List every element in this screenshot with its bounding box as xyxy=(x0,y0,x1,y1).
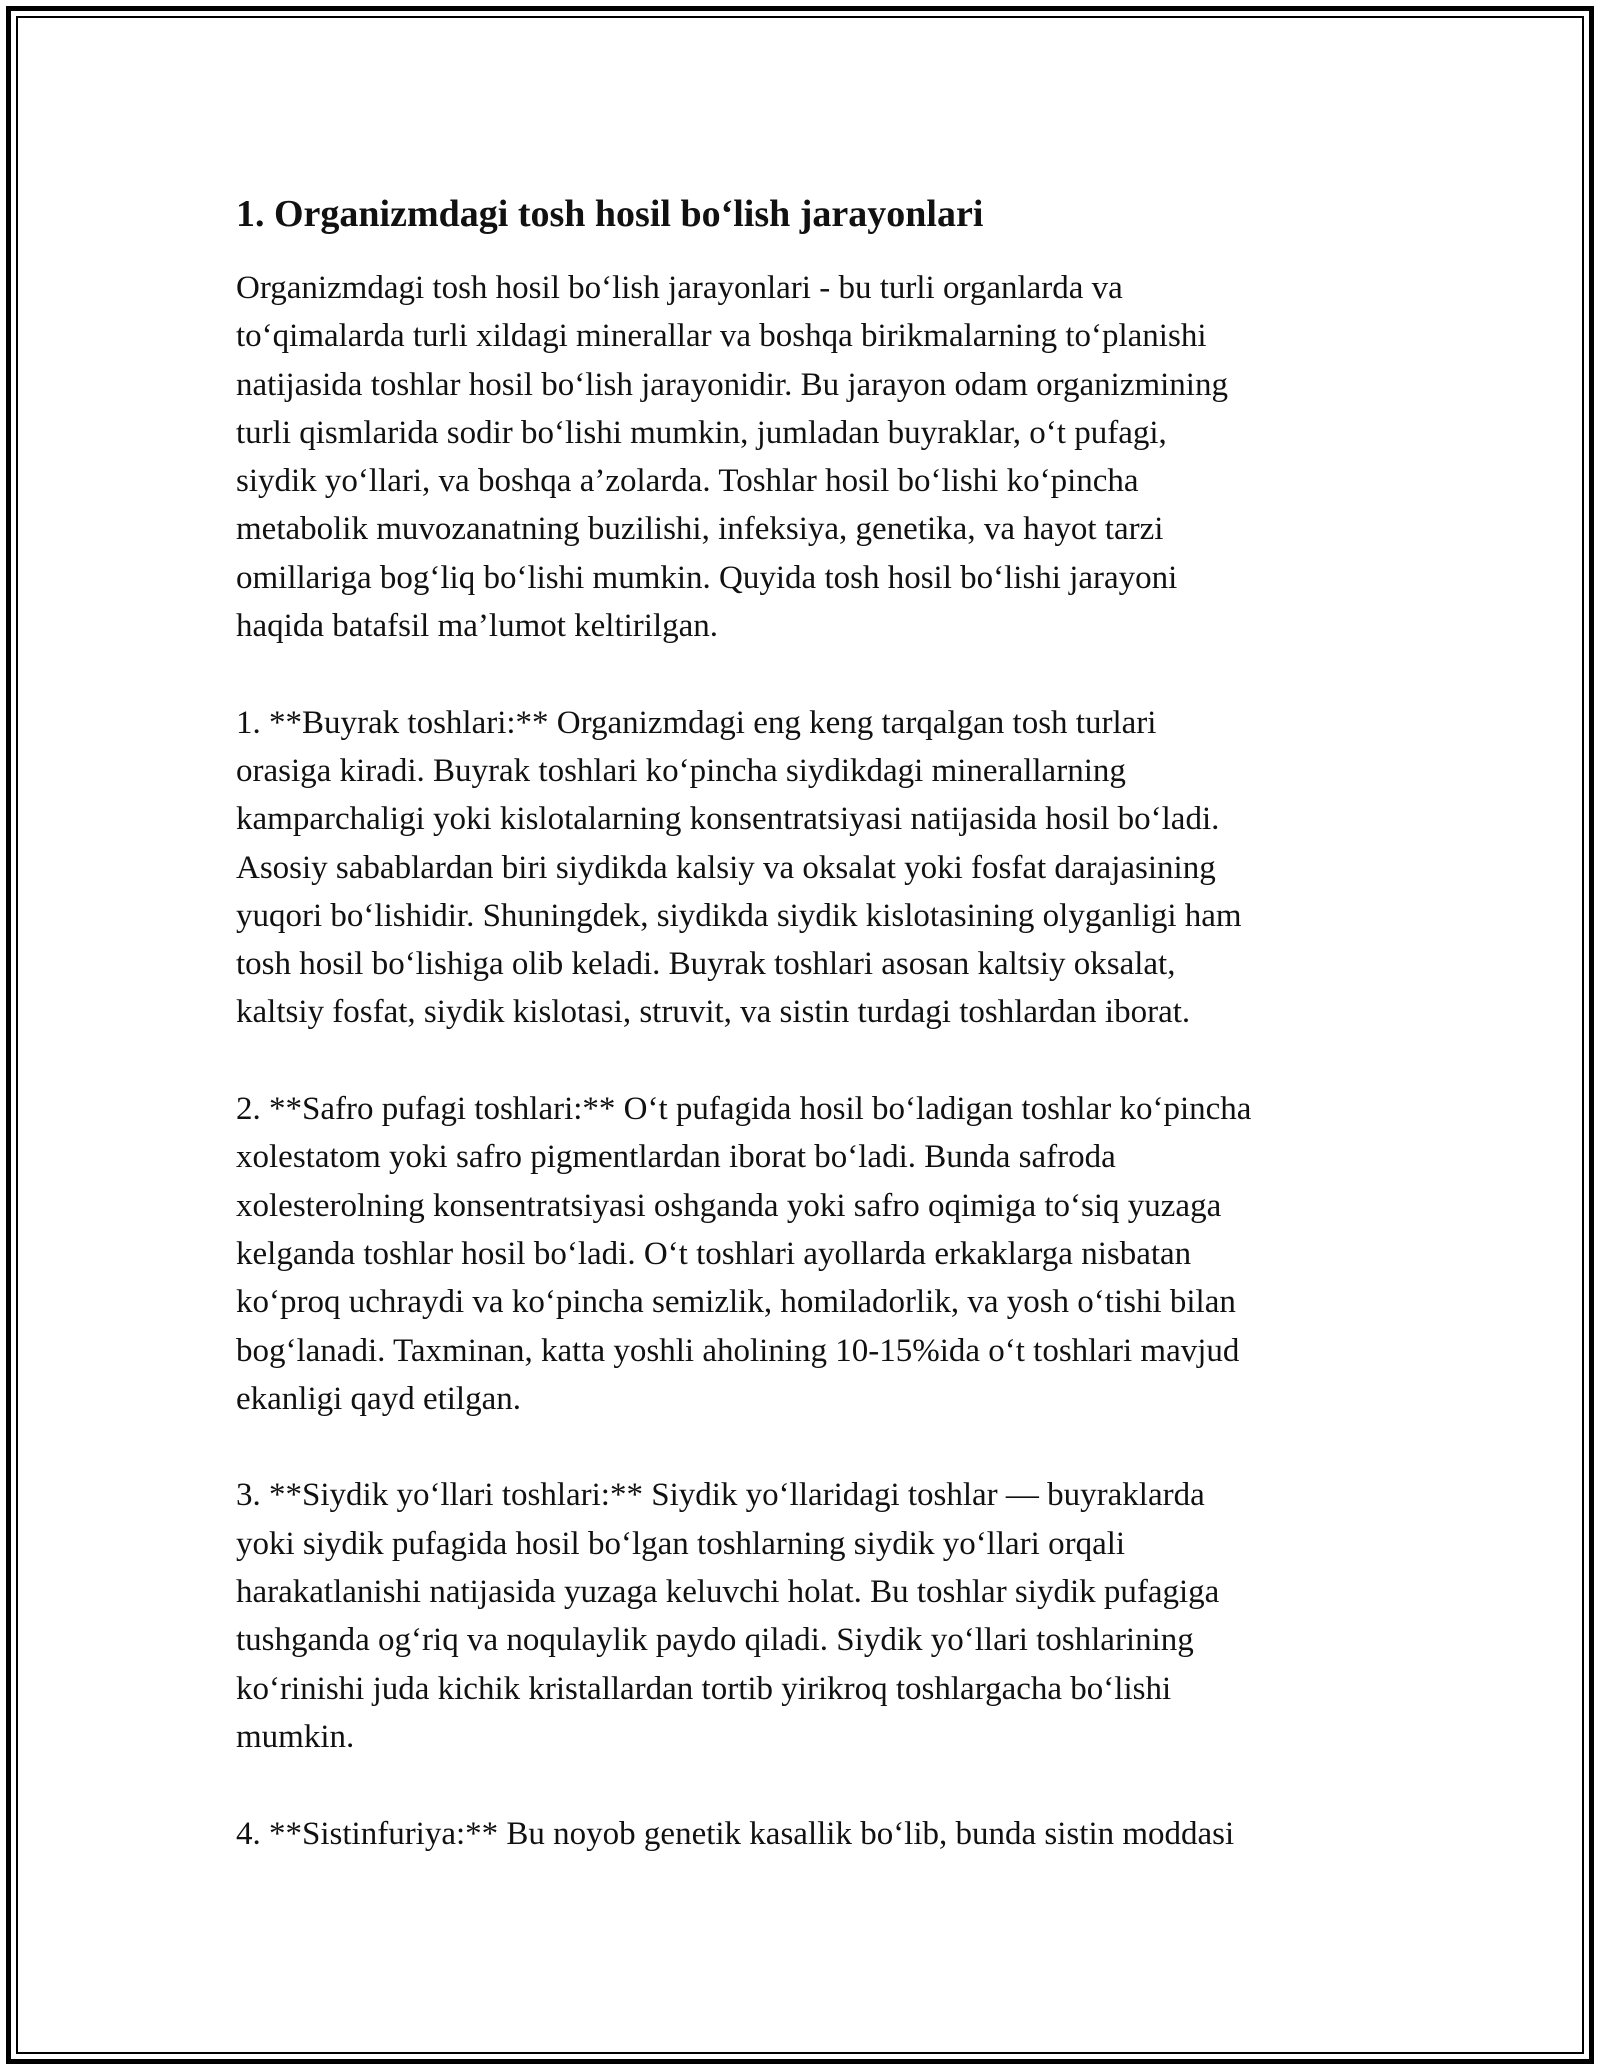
cystinuria-paragraph: 4. **Sistinfuriya:** Bu noyob genetik kasallik bo‘lib, bunda sistin moddasi xyxy=(236,1815,1235,1852)
document-title: 1. Organizmdagi tosh hosil bo‘lish jarayonlari xyxy=(236,193,984,235)
kidney-stones-paragraph: 1. **Buyrak toshlari:** Organizmdagi eng keng tarqalgan tosh turlari orasiga kiradi. Buyrak toshlari ko‘pincha siydikdagi minerallarning kamparchaligi yoki kislotalarning konsentratsiyasi natijasida hosil bo‘ladi. Asosiy sabablardan biri siydikda kalsiy va oksalat yoki fosfat darajasining yuqori bo‘lishidir. Shuningdek, siydikda siydik kislotasining olyganligi ham tosh hosil bo‘lishiga olib keladi. Buyrak toshlari asosan kaltsiy oksalat, kaltsiy fosfat, siydik kislotasi, struvit, va sistin turdagi toshlardan iborat. xyxy=(236,704,1242,1031)
paragraph-spacer xyxy=(236,1423,1386,1471)
paragraph-spacer xyxy=(236,1037,1386,1085)
paragraph-spacer xyxy=(236,1761,1386,1809)
document-body xyxy=(236,186,1386,1858)
intro-paragraph: Organizmdagi tosh hosil bo‘lish jarayonlari - bu turli organlarda va to‘qimalarda turli xildagi minerallar va boshqa birikmalarning to‘planishi natijasida toshlar hosil bo‘lish jarayonidir. Bu jarayon odam organizmining turli qismlarida sodir bo‘lishi mumkin, jumladan buyraklar, o‘t pufagi, siydik yo‘llari, va boshqa a’zolarda. Toshlar hosil bo‘lishi ko‘pincha metabolik muvozanatning buzilishi, infeksiya, genetika, va hayot tarzi omillariga bog‘liq bo‘lishi mumkin. Quyida tosh hosil bo‘lishi jarayoni haqida batafsil ma’lumot keltirilgan. xyxy=(236,270,1228,645)
paragraph-spacer xyxy=(236,650,1386,698)
urinary-tract-stones-paragraph: 3. **Siydik yo‘llari toshlari:** Siydik yo‘llaridagi toshlar — buyraklarda yoki siydik pufagida hosil bo‘lgan toshlarning siydik yo‘llari orqali harakatlanishi natijasida yuzaga keluvchi holat. Bu toshlar siydik pufagiga tushganda og‘riq va noqulaylik paydo qiladi. Siydik yo‘llari toshlarining ko‘rinishi juda kichik kristallardan tortib yirikroq toshlargacha bo‘lishi mumkin. xyxy=(236,1477,1220,1755)
gallbladder-stones-paragraph: 2. **Safro pufagi toshlari:** O‘t pufagida hosil bo‘ladigan toshlar ko‘pincha xolestatom yoki safro pigmentlardan iborat bo‘ladi. Bunda safroda xolesterolning konsentratsiyasi oshganda yoki safro oqimiga to‘siq yuzaga kelganda toshlar hosil bo‘ladi. O‘t toshlari ayollarda erkaklarga nisbatan ko‘proq uchraydi va ko‘pincha semizlik, homiladorlik, va yosh o‘tishi bilan bog‘lanadi. Taxminan, katta yoshli aholining 10-15%ida o‘t toshlari mavjud ekanligi qayd etilgan. xyxy=(236,1091,1252,1417)
